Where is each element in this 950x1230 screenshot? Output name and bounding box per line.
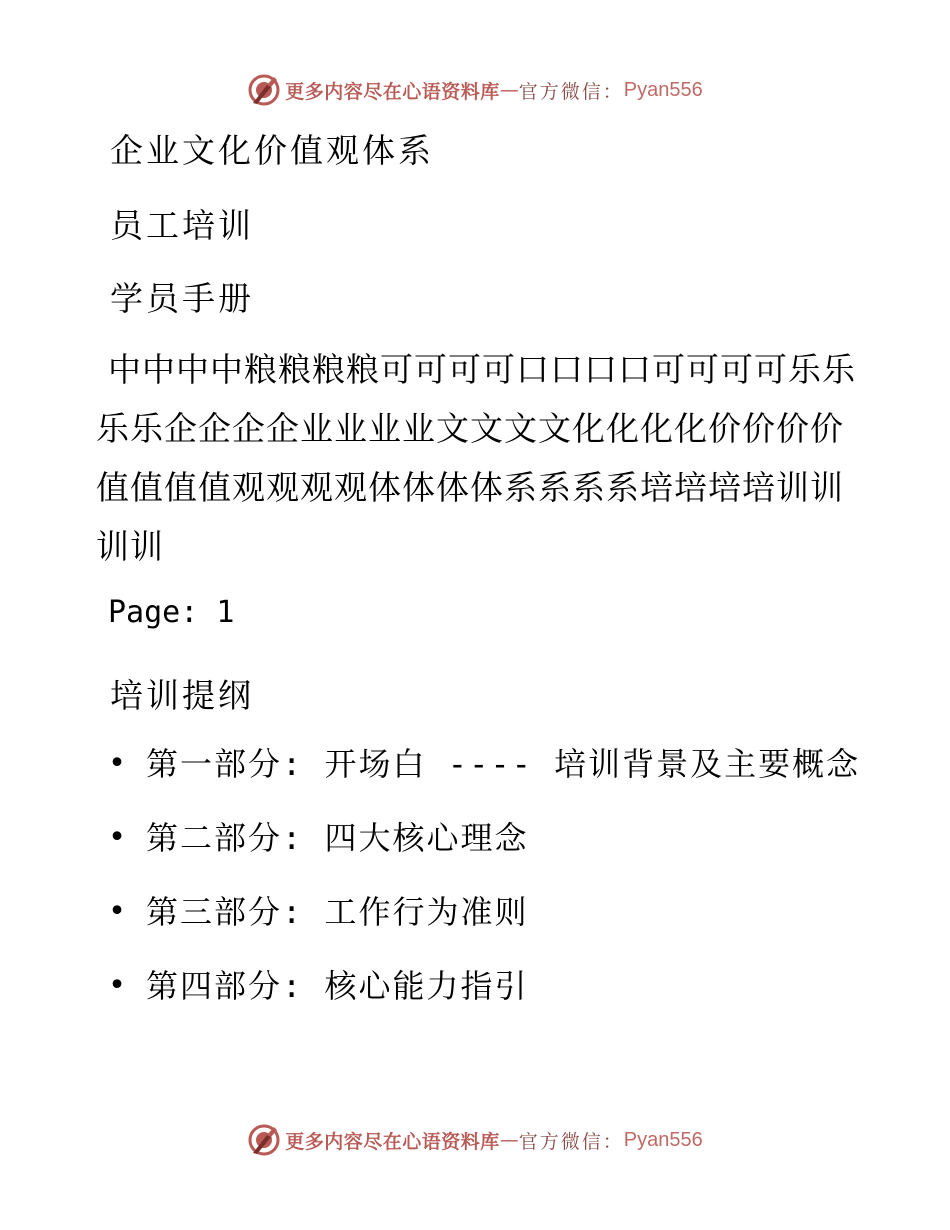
bullet-icon: • — [108, 968, 129, 1003]
document-manual-label: 学员手册 — [110, 279, 254, 318]
header-banner — [0, 70, 950, 110]
footer-banner — [0, 1120, 950, 1160]
list-item — [108, 886, 860, 960]
outline-item-1: 第一部分: 开场白 ---- 培训背景及主要概念 — [146, 745, 861, 783]
list-item — [108, 738, 860, 812]
outline-item-4: 第四部分: 核心能力指引 — [146, 967, 529, 1005]
outline-list — [108, 738, 860, 1034]
banner-official-label: 官方微信： — [518, 1130, 624, 1153]
banner-wechat-handle: Pyan556 — [623, 1128, 703, 1151]
banner-slogan: 更多内容尽在心语资料库 — [285, 1130, 500, 1153]
outline-item-2: 第二部分: 四大核心理念 — [146, 819, 529, 857]
banner-slogan: 更多内容尽在心语资料库 — [285, 80, 500, 103]
banner-dash: — — [499, 79, 519, 101]
pen-logo-icon — [247, 73, 281, 107]
outline-heading: 培训提纲 — [110, 676, 254, 715]
garbled-paragraph: 中中中中粮粮粮粮可可可可口口口口可可可可乐乐乐乐企企企企业业业业文文文文化化化化价价价价值值值值观观观观体体体体系系系系培培培培训训训训 — [96, 350, 856, 566]
bullet-icon: • — [108, 894, 129, 929]
banner-dash: — — [499, 1129, 519, 1151]
document-title: 企业文化价值观体系 — [110, 131, 434, 170]
bullet-icon: • — [108, 820, 129, 855]
banner-wechat-handle: Pyan556 — [623, 78, 703, 101]
bullet-icon: • — [108, 746, 129, 781]
list-item — [108, 960, 860, 1034]
document-subtitle: 员工培训 — [110, 206, 254, 245]
pen-logo-icon — [247, 1123, 281, 1157]
page-number-label: Page: 1 — [108, 595, 235, 630]
outline-item-3: 第三部分: 工作行为准则 — [146, 893, 529, 931]
list-item — [108, 812, 860, 886]
banner-official-label: 官方微信： — [518, 80, 624, 103]
